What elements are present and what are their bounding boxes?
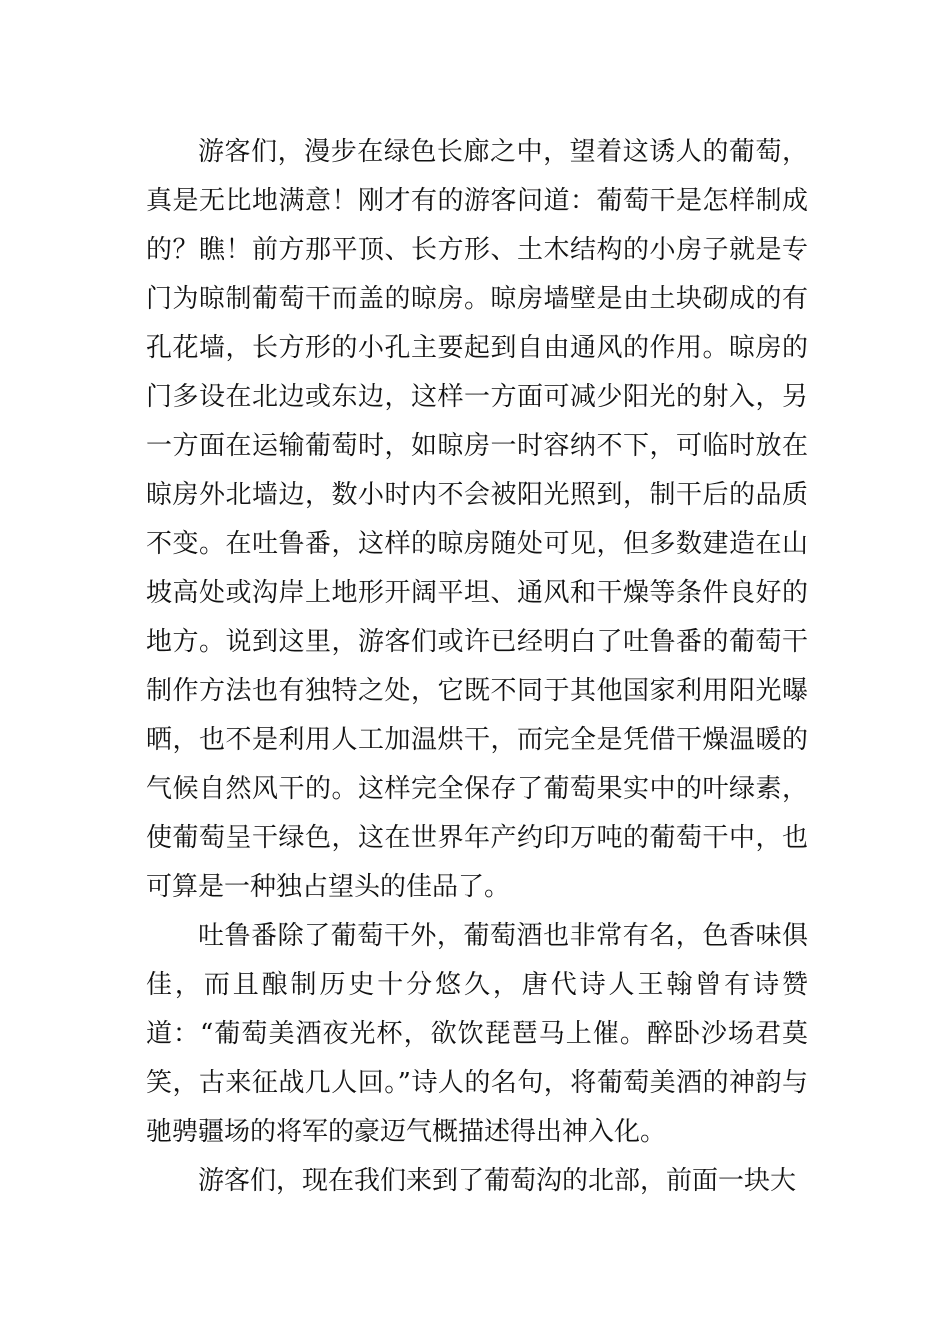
paragraph-north-valley: 游客们，现在我们来到了葡萄沟的北部，前面一块大 [198, 1166, 797, 1196]
paragraph-grape-wine: 吐鲁番除了葡萄干外，葡萄酒也非常有名，色香味俱佳，而且酿制历史十分悠久，唐代诗人王翰曾有诗赞道：“葡萄美酒夜光杯，欲饮琵琶马上催。醉卧沙场君莫笑，古来征战几人回。”诗人的名句，将葡萄美酒的神韵与驰骋疆场的将军的豪迈气概描述得出神入化。 [146, 921, 808, 1147]
document-body [146, 128, 808, 1206]
paragraph-grape-drying: 游客们，漫步在绿色长廊之中，望着这诱人的葡萄，真是无比地满意！刚才有的游客问道：葡萄干是怎样制成的？瞧！前方那平顶、长方形、土木结构的小房子就是专门为晾制葡萄干而盖的晾房。晾房墙壁是由土块砌成的有孔花墙，长方形的小孔主要起到自由通风的作用。晾房的门多设在北边或东边，这样一方面可减少阳光的射入，另一方面在运输葡萄时，如晾房一时容纳不下，可临时放在晾房外北墙边，数小时内不会被阳光照到，制干后的品质不变。在吐鲁番，这样的晾房随处可见，但多数建造在山坡高处或沟岸上地形开阔平坦、通风和干燥等条件良好的地方。说到这里，游客们或许已经明白了吐鲁番的葡萄干制作方法也有独特之处，它既不同于其他国家利用阳光曝晒，也不是利用人工加温烘干，而完全是凭借干燥温暖的气候自然风干的。这样完全保存了葡萄果实中的叶绿素，使葡萄呈干绿色，这在世界年产约印万吨的葡萄干中，也可算是一种独占望头的佳品了。 [146, 137, 808, 902]
